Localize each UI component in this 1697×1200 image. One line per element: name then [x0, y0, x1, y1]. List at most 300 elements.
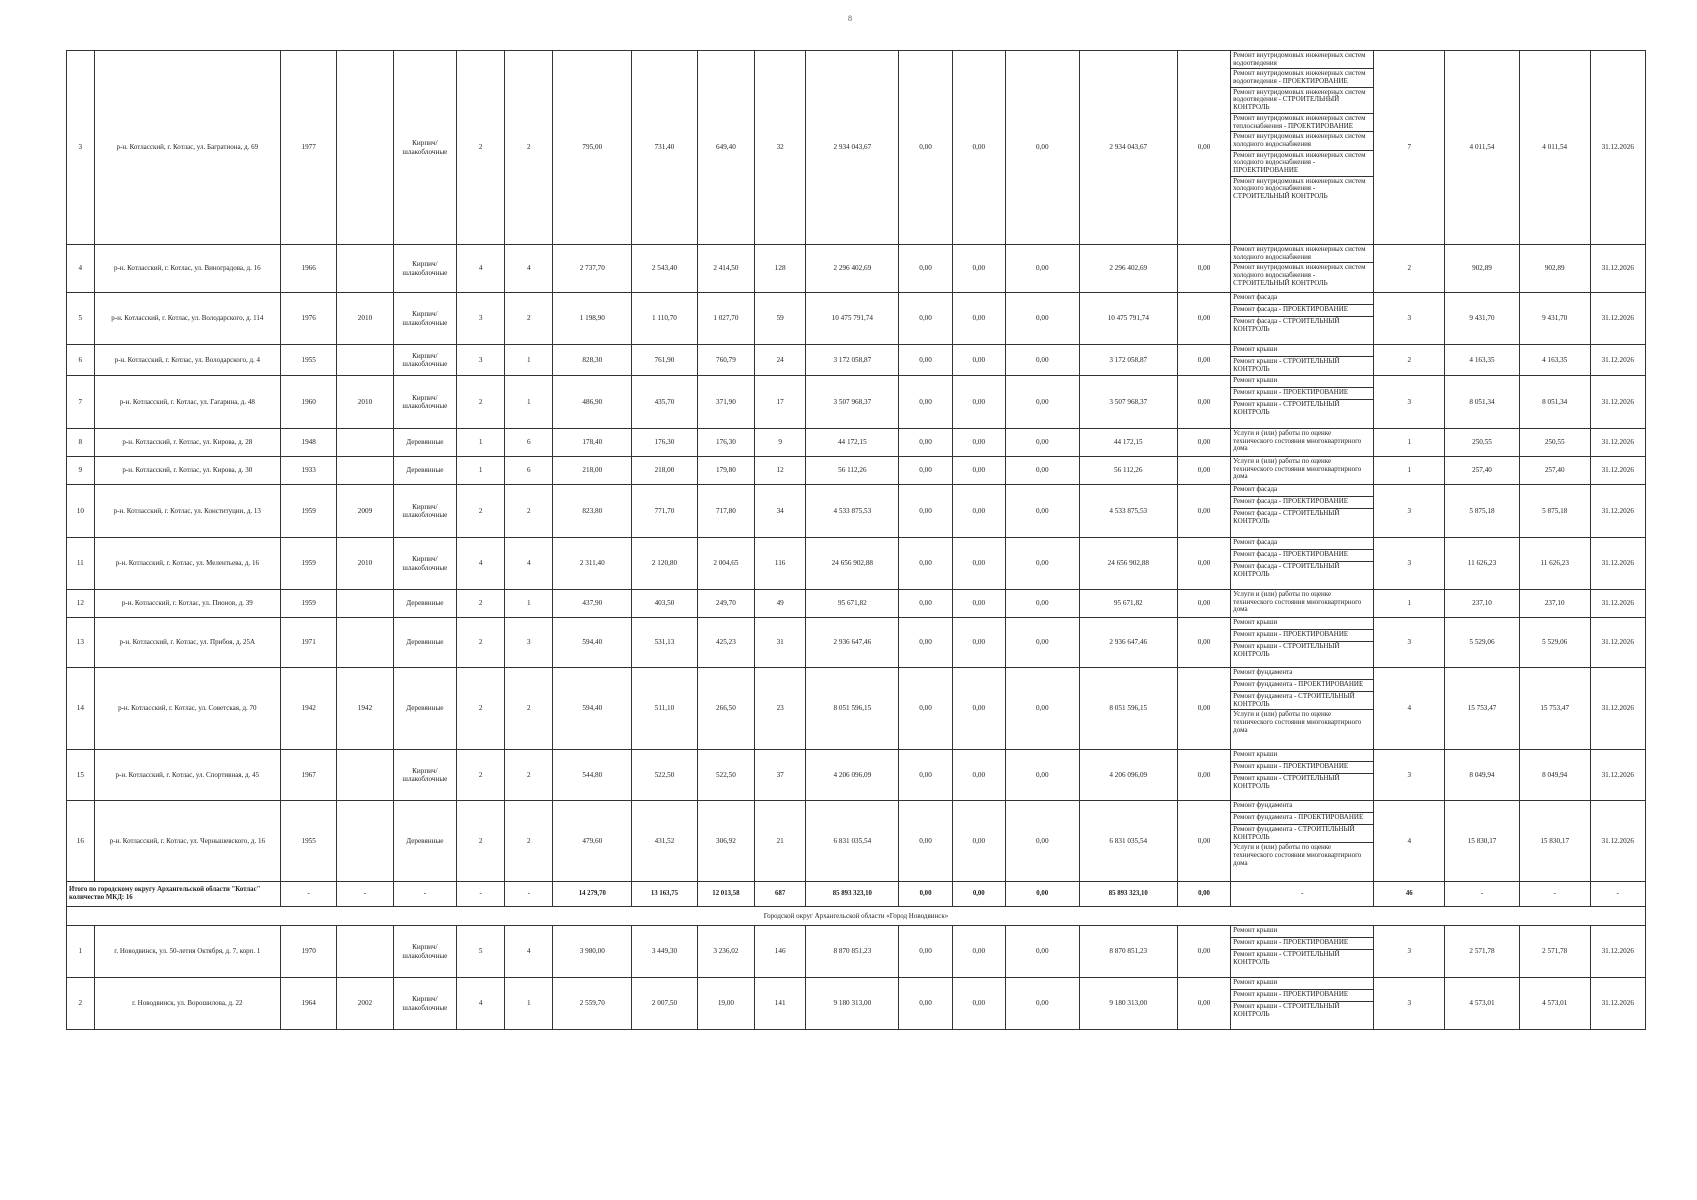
- cell-year-built: 1971: [281, 618, 337, 668]
- cell-works: [1231, 293, 1374, 345]
- cell-floors: 4: [457, 245, 505, 293]
- cell: -: [505, 882, 553, 907]
- cell-year-built: 1942: [281, 668, 337, 750]
- cell-max-cost: 15 753,47: [1519, 668, 1590, 750]
- cell-fund-other: 0,00: [1177, 245, 1230, 293]
- work-item: Ремонт внутридомовых инженерных систем холодного водоснабжения: [1231, 132, 1373, 150]
- total-label: Итого по городскому округу Архангельской области "Котлас" количество МКД: 16: [67, 882, 281, 907]
- cell-work-count: 4: [1374, 668, 1445, 750]
- cell-residents: 34: [755, 485, 806, 538]
- table-total: [67, 882, 1646, 926]
- cell-works: [1231, 538, 1374, 590]
- cell-address: г. Новодвинск, ул. 50-летия Октября, д. 7, корп. 1: [94, 926, 280, 978]
- cell: 14 279,70: [553, 882, 632, 907]
- cell-residents: 32: [755, 51, 806, 245]
- cell-address: г. Новодвинск, ул. Ворошилова, д. 22: [94, 978, 280, 1030]
- table-row: [67, 978, 1646, 1030]
- table-row: [67, 376, 1646, 429]
- cell-max-cost: 2 571,78: [1519, 926, 1590, 978]
- cell-area-living: 2 120,80: [632, 538, 698, 590]
- cell-fund-fed: 0,00: [899, 345, 952, 376]
- cell-area-living: 1 110,70: [632, 293, 698, 345]
- cell-year-renov: 2010: [337, 538, 393, 590]
- cell-entrances: 3: [505, 618, 553, 668]
- cell-fund-other: 0,00: [1177, 457, 1230, 485]
- cell-work-count: 3: [1374, 978, 1445, 1030]
- cell-max-cost: 257,40: [1519, 457, 1590, 485]
- cell-year-built: 1970: [281, 926, 337, 978]
- cell-area-total: 594,40: [553, 618, 632, 668]
- cell-entrances: 1: [505, 345, 553, 376]
- cell-area-total: 823,80: [553, 485, 632, 538]
- cell-unit-cost: 9 431,70: [1445, 293, 1520, 345]
- work-item: Ремонт крыши: [1231, 618, 1373, 630]
- work-item: Ремонт фундамента - СТРОИТЕЛЬНЫЙ КОНТРОЛЬ: [1231, 692, 1373, 710]
- cell-deadline: 31.12.2026: [1590, 978, 1645, 1030]
- table-body-novodvinsk: [67, 926, 1646, 1030]
- cell-area-living: 176,30: [632, 429, 698, 457]
- cell-area-total: 2 737,70: [553, 245, 632, 293]
- cell-max-cost: 4 011,54: [1519, 51, 1590, 245]
- work-item: Ремонт крыши - ПРОЕКТИРОВАНИЕ: [1231, 762, 1373, 774]
- cell-unit-cost: 5 875,18: [1445, 485, 1520, 538]
- cell-area-living: 771,70: [632, 485, 698, 538]
- cell-deadline: 31.12.2026: [1590, 618, 1645, 668]
- cell-fund-other: 0,00: [1177, 376, 1230, 429]
- cell-residents: 31: [755, 618, 806, 668]
- cell-walls: Деревянные: [393, 668, 456, 750]
- work-item: Ремонт крыши - СТРОИТЕЛЬНЫЙ КОНТРОЛЬ: [1233, 1002, 1340, 1018]
- cell-walls: Кирпич/шлакоблочные: [393, 538, 456, 590]
- cell-cost-total: 4 206 096,09: [806, 750, 899, 801]
- cell-work-count: 2: [1374, 245, 1445, 293]
- work-item: Ремонт крыши: [1231, 376, 1373, 388]
- cell: 46: [1374, 882, 1445, 907]
- cell-unit-cost: 4 011,54: [1445, 51, 1520, 245]
- cell-deadline: 31.12.2026: [1590, 926, 1645, 978]
- cell-address: р-н. Котласский, г. Котлас, ул. Конституции, д. 13: [94, 485, 280, 538]
- cell: -: [337, 882, 393, 907]
- work-item: Ремонт крыши - ПРОЕКТИРОВАНИЕ: [1231, 990, 1373, 1002]
- cell-entrances: 2: [505, 485, 553, 538]
- cell-walls: Кирпич/шлакоблочные: [393, 51, 456, 245]
- cell-no: 5: [67, 293, 95, 345]
- cell-fund-other: 0,00: [1177, 485, 1230, 538]
- cell-fund-local: 0,00: [1005, 485, 1079, 538]
- cell-unit-cost: 250,55: [1445, 429, 1520, 457]
- cell-no: 8: [67, 429, 95, 457]
- table-row: [67, 457, 1646, 485]
- cell-address: р-н. Котласский, г. Котлас, ул. Прибоя, д. 25А: [94, 618, 280, 668]
- cell: -: [1519, 882, 1590, 907]
- cell: 0,00: [952, 882, 1005, 907]
- cell-work-count: 4: [1374, 801, 1445, 882]
- cell-fund-fed: 0,00: [899, 293, 952, 345]
- cell-entrances: 2: [505, 668, 553, 750]
- cell-cost-total: 44 172,15: [806, 429, 899, 457]
- cell-address: р-н. Котласский, г. Котлас, ул. Пионов, д. 39: [94, 590, 280, 618]
- cell-entrances: 4: [505, 245, 553, 293]
- cell-address: р-н. Котласский, г. Котлас, ул. Виноградова, д. 16: [94, 245, 280, 293]
- work-item: Ремонт фасада - СТРОИТЕЛЬНЫЙ КОНТРОЛЬ: [1233, 509, 1340, 525]
- cell-walls: Деревянные: [393, 457, 456, 485]
- cell-fund-local: 0,00: [1005, 245, 1079, 293]
- cell-fund-other: 0,00: [1177, 345, 1230, 376]
- cell-fund-fed: 0,00: [899, 668, 952, 750]
- cell-entrances: 4: [505, 538, 553, 590]
- work-item: Ремонт крыши - ПРОЕКТИРОВАНИЕ: [1231, 388, 1373, 400]
- cell-fund-reg: 0,00: [952, 538, 1005, 590]
- cell-year-renov: [337, 245, 393, 293]
- table-row: [67, 245, 1646, 293]
- cell-walls: Деревянные: [393, 429, 456, 457]
- cell-area-res: 266,50: [697, 668, 754, 750]
- cell-fund-other: 0,00: [1177, 801, 1230, 882]
- cell-fund-fed: 0,00: [899, 750, 952, 801]
- cell-works: [1231, 978, 1374, 1030]
- cell-deadline: 31.12.2026: [1590, 590, 1645, 618]
- cell-area-living: 435,70: [632, 376, 698, 429]
- cell-deadline: 31.12.2026: [1590, 51, 1645, 245]
- cell-no: 10: [67, 485, 95, 538]
- cell-fund-fed: 0,00: [899, 801, 952, 882]
- cell: -: [1231, 882, 1374, 907]
- cell-unit-cost: 11 626,23: [1445, 538, 1520, 590]
- cell-cost-total: 3 172 058,87: [806, 345, 899, 376]
- cell-residents: 116: [755, 538, 806, 590]
- work-item: Ремонт внутридомовых инженерных систем холодного водоснабжения - ПРОЕКТИРОВАНИЕ: [1231, 151, 1373, 177]
- cell-residents: 21: [755, 801, 806, 882]
- cell-address: р-н. Котласский, г. Котлас, ул. Кирова, д. 30: [94, 457, 280, 485]
- work-item: Ремонт крыши: [1231, 345, 1373, 357]
- cell-deadline: 31.12.2026: [1590, 538, 1645, 590]
- cell-year-renov: [337, 51, 393, 245]
- cell-area-total: 1 198,90: [553, 293, 632, 345]
- cell-residents: 59: [755, 293, 806, 345]
- cell-entrances: 2: [505, 293, 553, 345]
- cell-fund-reg: 0,00: [952, 245, 1005, 293]
- cell-area-living: 3 449,30: [632, 926, 698, 978]
- cell-fund-local: 0,00: [1005, 457, 1079, 485]
- cell-fund-owner: 8 051 596,15: [1079, 668, 1177, 750]
- cell-area-res: 176,30: [697, 429, 754, 457]
- cell-max-cost: 9 431,70: [1519, 293, 1590, 345]
- cell-cost-total: 6 831 035,54: [806, 801, 899, 882]
- cell-area-living: 218,00: [632, 457, 698, 485]
- cell-area-total: 2 559,70: [553, 978, 632, 1030]
- cell-entrances: 1: [505, 376, 553, 429]
- cell-area-living: 531,13: [632, 618, 698, 668]
- work-item: Ремонт крыши: [1231, 978, 1373, 990]
- cell-year-renov: [337, 750, 393, 801]
- cell-area-living: 731,40: [632, 51, 698, 245]
- cell-works: [1231, 590, 1374, 618]
- cell-unit-cost: 257,40: [1445, 457, 1520, 485]
- cell-no: 7: [67, 376, 95, 429]
- cell-works: [1231, 376, 1374, 429]
- work-item: Ремонт крыши - СТРОИТЕЛЬНЫЙ КОНТРОЛЬ: [1233, 400, 1340, 416]
- table-row: [67, 590, 1646, 618]
- cell-residents: 24: [755, 345, 806, 376]
- cell-area-res: 19,00: [697, 978, 754, 1030]
- cell-floors: 5: [457, 926, 505, 978]
- cell-year-built: 1933: [281, 457, 337, 485]
- table-row: [67, 538, 1646, 590]
- cell: 13 163,75: [632, 882, 698, 907]
- cell-floors: 1: [457, 457, 505, 485]
- cell-residents: 146: [755, 926, 806, 978]
- cell-residents: 23: [755, 668, 806, 750]
- work-item: Услуги и (или) работы по оценке технического состояния многоквартирного дома: [1233, 429, 1362, 453]
- cell-fund-fed: 0,00: [899, 978, 952, 1030]
- cell-unit-cost: 15 753,47: [1445, 668, 1520, 750]
- cell-unit-cost: 8 051,34: [1445, 376, 1520, 429]
- work-item: Ремонт крыши - СТРОИТЕЛЬНЫЙ КОНТРОЛЬ: [1233, 950, 1340, 966]
- cell-area-total: 544,80: [553, 750, 632, 801]
- cell-deadline: 31.12.2026: [1590, 485, 1645, 538]
- cell-address: р-н. Котласский, г. Котлас, ул. Чернышевского, д. 16: [94, 801, 280, 882]
- cell-area-total: 437,90: [553, 590, 632, 618]
- cell-area-total: 2 311,40: [553, 538, 632, 590]
- cell-residents: 37: [755, 750, 806, 801]
- cell-max-cost: 5 529,06: [1519, 618, 1590, 668]
- page-number: 8: [848, 14, 852, 23]
- work-item: Ремонт фасада: [1231, 293, 1373, 305]
- cell-unit-cost: 4 573,01: [1445, 978, 1520, 1030]
- work-item: Ремонт фундамента - ПРОЕКТИРОВАНИЕ: [1231, 680, 1373, 692]
- cell-address: р-н. Котласский, г. Котлас, ул. Кирова, д. 28: [94, 429, 280, 457]
- cell-max-cost: 15 830,17: [1519, 801, 1590, 882]
- cell-works: [1231, 618, 1374, 668]
- cell-entrances: 6: [505, 429, 553, 457]
- cell-floors: 1: [457, 429, 505, 457]
- cell-work-count: 1: [1374, 590, 1445, 618]
- cell-fund-owner: 6 831 035,54: [1079, 801, 1177, 882]
- cell-area-res: 371,90: [697, 376, 754, 429]
- cell-floors: 3: [457, 293, 505, 345]
- cell-no: 16: [67, 801, 95, 882]
- cell-fund-owner: 44 172,15: [1079, 429, 1177, 457]
- cell-max-cost: 250,55: [1519, 429, 1590, 457]
- cell-no: 9: [67, 457, 95, 485]
- cell-fund-other: 0,00: [1177, 750, 1230, 801]
- cell-fund-owner: 56 112,26: [1079, 457, 1177, 485]
- cell-year-built: 1966: [281, 245, 337, 293]
- cell-fund-owner: 4 533 875,53: [1079, 485, 1177, 538]
- work-item: Ремонт фасада: [1231, 485, 1373, 497]
- cell-area-living: 2 543,40: [632, 245, 698, 293]
- cell-no: 1: [67, 926, 95, 978]
- cell: 85 893 323,10: [806, 882, 899, 907]
- cell-fund-fed: 0,00: [899, 429, 952, 457]
- cell-floors: 2: [457, 485, 505, 538]
- cell-walls: Кирпич/шлакоблочные: [393, 750, 456, 801]
- cell-works: [1231, 457, 1374, 485]
- cell-year-renov: [337, 429, 393, 457]
- work-item: Ремонт фасада: [1231, 538, 1373, 550]
- cell-year-built: 1948: [281, 429, 337, 457]
- work-item: Ремонт внутридомовых инженерных систем водоотведения - ПРОЕКТИРОВАНИЕ: [1231, 69, 1373, 87]
- cell: -: [457, 882, 505, 907]
- cell-work-count: 3: [1374, 926, 1445, 978]
- work-item: Ремонт внутридомовых инженерных систем холодного водоснабжения - СТРОИТЕЛЬНЫЙ КОНТРОЛЬ: [1233, 176, 1366, 200]
- cell-work-count: 3: [1374, 618, 1445, 668]
- table-row: [67, 485, 1646, 538]
- cell-deadline: 31.12.2026: [1590, 293, 1645, 345]
- cell-fund-local: 0,00: [1005, 801, 1079, 882]
- cell-area-living: 403,50: [632, 590, 698, 618]
- cell-unit-cost: 5 529,06: [1445, 618, 1520, 668]
- cell-works: [1231, 485, 1374, 538]
- cell-year-renov: 2010: [337, 376, 393, 429]
- cell-area-living: 2 007,50: [632, 978, 698, 1030]
- cell-fund-reg: 0,00: [952, 750, 1005, 801]
- cell-no: 6: [67, 345, 95, 376]
- cell-fund-owner: 24 656 902,88: [1079, 538, 1177, 590]
- cell-cost-total: 2 934 043,67: [806, 51, 899, 245]
- cell-work-count: 3: [1374, 538, 1445, 590]
- cell-fund-other: 0,00: [1177, 293, 1230, 345]
- cell-area-res: 2 414,50: [697, 245, 754, 293]
- cell-cost-total: 3 507 968,37: [806, 376, 899, 429]
- cell: -: [1590, 882, 1645, 907]
- cell-walls: Деревянные: [393, 590, 456, 618]
- cell-max-cost: 5 875,18: [1519, 485, 1590, 538]
- cell-area-res: 179,80: [697, 457, 754, 485]
- register-table: [66, 50, 1646, 1030]
- cell-floors: 4: [457, 978, 505, 1030]
- cell-entrances: 1: [505, 590, 553, 618]
- cell-walls: Кирпич/шлакоблочные: [393, 926, 456, 978]
- work-item: Ремонт фасада - ПРОЕКТИРОВАНИЕ: [1231, 305, 1373, 317]
- cell-no: 12: [67, 590, 95, 618]
- cell-area-res: 249,70: [697, 590, 754, 618]
- cell-deadline: 31.12.2026: [1590, 245, 1645, 293]
- cell-fund-fed: 0,00: [899, 538, 952, 590]
- cell-fund-local: 0,00: [1005, 618, 1079, 668]
- work-item: Ремонт внутридомовых инженерных систем холодного водоснабжения - СТРОИТЕЛЬНЫЙ КОНТРОЛЬ: [1233, 263, 1366, 287]
- total-row: [67, 882, 1646, 907]
- cell-entrances: 2: [505, 801, 553, 882]
- cell-cost-total: 95 671,82: [806, 590, 899, 618]
- work-item: Услуги и (или) работы по оценке технического состояния многоквартирного дома: [1233, 710, 1362, 734]
- work-item: Ремонт крыши: [1231, 926, 1373, 938]
- cell-fund-owner: 4 206 096,09: [1079, 750, 1177, 801]
- cell-works: [1231, 926, 1374, 978]
- cell-area-total: 218,00: [553, 457, 632, 485]
- cell-unit-cost: 902,89: [1445, 245, 1520, 293]
- cell-fund-other: 0,00: [1177, 590, 1230, 618]
- work-item: Ремонт фасада - СТРОИТЕЛЬНЫЙ КОНТРОЛЬ: [1233, 317, 1340, 333]
- cell-fund-reg: 0,00: [952, 978, 1005, 1030]
- cell: 0,00: [1005, 882, 1079, 907]
- cell-entrances: 1: [505, 978, 553, 1030]
- cell-no: 15: [67, 750, 95, 801]
- cell-works: [1231, 750, 1374, 801]
- cell-floors: 2: [457, 618, 505, 668]
- cell-fund-fed: 0,00: [899, 618, 952, 668]
- cell-fund-local: 0,00: [1005, 750, 1079, 801]
- cell-fund-reg: 0,00: [952, 801, 1005, 882]
- cell-fund-reg: 0,00: [952, 668, 1005, 750]
- cell-cost-total: 2 936 647,46: [806, 618, 899, 668]
- work-item: Услуги и (или) работы по оценке технического состояния многоквартирного дома: [1233, 843, 1362, 867]
- cell-floors: 2: [457, 750, 505, 801]
- cell-year-built: 1960: [281, 376, 337, 429]
- cell-fund-local: 0,00: [1005, 293, 1079, 345]
- cell-year-renov: 1942: [337, 668, 393, 750]
- cell: -: [393, 882, 456, 907]
- cell-area-res: 425,23: [697, 618, 754, 668]
- cell-address: р-н. Котласский, г. Котлас, ул. Спортивная, д. 45: [94, 750, 280, 801]
- cell-fund-reg: 0,00: [952, 457, 1005, 485]
- cell-walls: Кирпич/шлакоблочные: [393, 245, 456, 293]
- cell-walls: Кирпич/шлакоблочные: [393, 978, 456, 1030]
- cell: 687: [755, 882, 806, 907]
- cell-floors: 2: [457, 590, 505, 618]
- cell-cost-total: 8 051 596,15: [806, 668, 899, 750]
- cell-walls: Кирпич/шлакоблочные: [393, 485, 456, 538]
- cell-no: 13: [67, 618, 95, 668]
- cell-area-total: 3 980,00: [553, 926, 632, 978]
- cell-walls: Кирпич/шлакоблочные: [393, 345, 456, 376]
- cell-area-living: 522,50: [632, 750, 698, 801]
- cell-work-count: 1: [1374, 429, 1445, 457]
- cell-fund-reg: 0,00: [952, 926, 1005, 978]
- cell-unit-cost: 15 830,17: [1445, 801, 1520, 882]
- cell-max-cost: 8 051,34: [1519, 376, 1590, 429]
- cell-no: 3: [67, 51, 95, 245]
- cell-fund-other: 0,00: [1177, 978, 1230, 1030]
- cell-fund-other: 0,00: [1177, 538, 1230, 590]
- cell-fund-reg: 0,00: [952, 345, 1005, 376]
- cell-fund-owner: 9 180 313,00: [1079, 978, 1177, 1030]
- cell-fund-owner: 95 671,82: [1079, 590, 1177, 618]
- cell-area-res: 1 027,70: [697, 293, 754, 345]
- work-item: Ремонт внутридомовых инженерных систем холодного водоснабжения: [1231, 245, 1373, 263]
- cell-fund-other: 0,00: [1177, 926, 1230, 978]
- cell-address: р-н. Котласский, г. Котлас, ул. Володарского, д. 4: [94, 345, 280, 376]
- cell-entrances: 6: [505, 457, 553, 485]
- cell-year-renov: 2010: [337, 293, 393, 345]
- cell-address: р-н. Котласский, г. Котлас, ул. Багратиона, д. 69: [94, 51, 280, 245]
- cell-fund-other: 0,00: [1177, 429, 1230, 457]
- cell-unit-cost: 237,10: [1445, 590, 1520, 618]
- cell-work-count: 2: [1374, 345, 1445, 376]
- cell-address: р-н. Котласский, г. Котлас, ул. Советская, д. 70: [94, 668, 280, 750]
- work-item: Ремонт внутридомовых инженерных систем водоотведения - СТРОИТЕЛЬНЫЙ КОНТРОЛЬ: [1231, 88, 1373, 114]
- cell-fund-fed: 0,00: [899, 590, 952, 618]
- cell-works: [1231, 429, 1374, 457]
- table-body-kotlas: [67, 51, 1646, 882]
- cell-residents: 128: [755, 245, 806, 293]
- cell-max-cost: 902,89: [1519, 245, 1590, 293]
- work-item: Ремонт фасада - ПРОЕКТИРОВАНИЕ: [1231, 550, 1373, 562]
- cell: 12 013,58: [697, 882, 754, 907]
- cell-fund-owner: 2 936 647,46: [1079, 618, 1177, 668]
- cell-year-built: 1959: [281, 590, 337, 618]
- cell-walls: Деревянные: [393, 801, 456, 882]
- cell-residents: 12: [755, 457, 806, 485]
- table-row: [67, 926, 1646, 978]
- cell-area-res: 760,79: [697, 345, 754, 376]
- cell-deadline: 31.12.2026: [1590, 345, 1645, 376]
- cell-unit-cost: 2 571,78: [1445, 926, 1520, 978]
- cell-work-count: 3: [1374, 293, 1445, 345]
- cell-walls: Деревянные: [393, 618, 456, 668]
- cell-area-res: 306,92: [697, 801, 754, 882]
- cell-fund-reg: 0,00: [952, 590, 1005, 618]
